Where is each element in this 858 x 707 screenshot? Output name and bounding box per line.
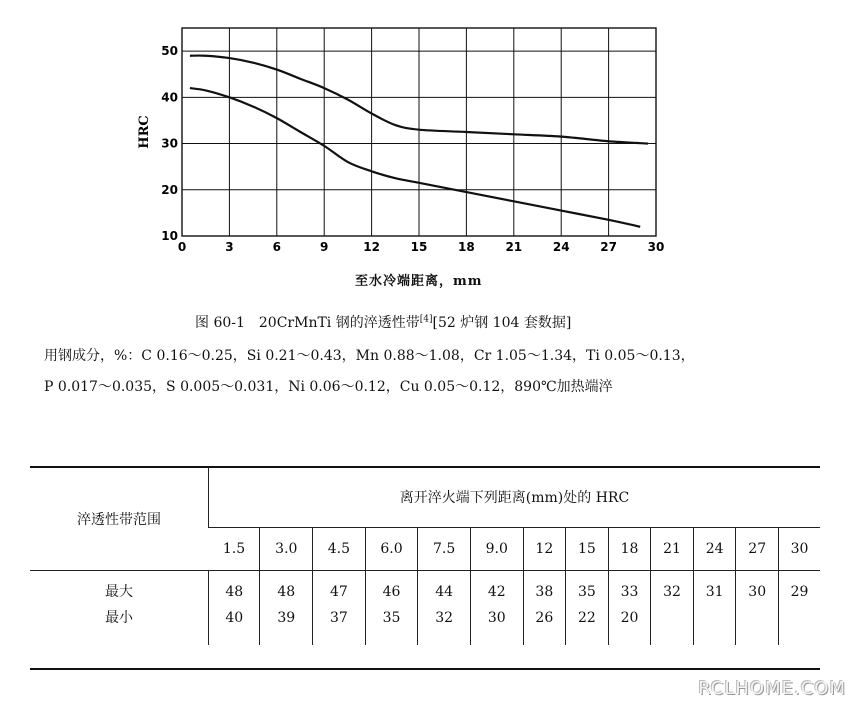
- max-value: 48: [225, 584, 244, 600]
- min-value: 22: [577, 610, 596, 626]
- distance-cell: 27: [736, 528, 779, 571]
- max-value: 44: [435, 584, 454, 600]
- min-value: 30: [487, 610, 506, 626]
- max-label: 最大: [105, 584, 133, 600]
- x-tick-label: 24: [552, 240, 570, 254]
- x-tick-label: 15: [410, 240, 428, 254]
- distance-cell: 30: [779, 528, 821, 571]
- y-tick-label: 40: [161, 90, 178, 105]
- min-value: 39: [277, 610, 296, 626]
- distance-cell: 6.0: [365, 528, 418, 571]
- max-value: 48: [277, 584, 296, 600]
- min-value: 20: [620, 610, 639, 626]
- x-tick-label: 6: [272, 240, 281, 254]
- x-tick-label: 27: [600, 240, 617, 254]
- distance-cell: 15: [566, 528, 609, 571]
- hardenability-table: [30, 467, 820, 645]
- composition-line-1: 用钢成分，%：C 0.16～0.25，Si 0.21～0.43，Mn 0.88～1.08，Cr 1.05～1.34，Ti 0.05～0.13，: [44, 348, 695, 364]
- min-value: 40: [225, 610, 244, 626]
- distance-cell: 1.5: [209, 528, 260, 571]
- value-cell: [470, 571, 523, 646]
- value-cell: [418, 571, 471, 646]
- x-tick-label: 18: [458, 240, 475, 254]
- min-value: 37: [329, 610, 348, 626]
- max-value: 29: [790, 584, 809, 600]
- x-tick-label: 30: [647, 240, 665, 254]
- composition-line-2: P 0.017～0.035，S 0.005～0.031，Ni 0.06～0.12，Cu 0.05～0.12，890℃加热端淬: [44, 379, 613, 395]
- caption-suffix: [52 炉钢 104 套数据]: [432, 315, 572, 331]
- table-group-header-row: [30, 467, 820, 528]
- max-value: 33: [620, 584, 639, 600]
- max-value: 30: [748, 584, 767, 600]
- x-tick-label: 0: [177, 240, 187, 254]
- distance-cell: 18: [608, 528, 651, 571]
- y-tick-label: 50: [161, 44, 178, 59]
- y-axis-label: HRC: [137, 115, 152, 149]
- value-cell: [779, 571, 821, 646]
- value-cell: [651, 571, 694, 646]
- caption-prefix: 图 60-1 20CrMnTi 钢的淬透性带: [195, 315, 420, 331]
- value-cell: [608, 571, 651, 646]
- max-value: 32: [663, 584, 681, 600]
- x-tick-label: 3: [225, 240, 234, 254]
- watermark: RCLHOME.COM: [698, 678, 846, 699]
- distance-cell: 9.0: [470, 528, 523, 571]
- x-tick-label: 9: [320, 240, 329, 254]
- group-header-cell: 离开淬火端下列距离(mm)处的 HRC: [209, 467, 821, 528]
- distance-cell: 24: [693, 528, 736, 571]
- values-row: [30, 571, 820, 646]
- distance-cell: 4.5: [313, 528, 366, 571]
- table-bottom-rule: [30, 668, 820, 670]
- max-value: 31: [705, 584, 724, 600]
- max-value: 35: [577, 584, 596, 600]
- value-cell: [313, 571, 366, 646]
- y-tick-label: 30: [161, 136, 178, 151]
- chart-svg: [130, 10, 690, 285]
- value-cell: [260, 571, 313, 646]
- min-value: 35: [382, 610, 401, 626]
- range-label-cell: [30, 571, 209, 646]
- x-tick-label: 12: [363, 240, 380, 254]
- y-tick-label: 10: [161, 229, 178, 243]
- value-cell: [523, 571, 566, 646]
- distance-cell: 7.5: [418, 528, 471, 571]
- figure-caption: [195, 312, 571, 332]
- min-value: 26: [535, 610, 554, 626]
- max-value: 46: [382, 584, 401, 600]
- value-cell: [736, 571, 779, 646]
- min-label: 最小: [105, 610, 133, 626]
- distance-cell: 3.0: [260, 528, 313, 571]
- value-cell: [365, 571, 418, 646]
- value-cell: [693, 571, 736, 646]
- min-hardness-curve: [190, 88, 640, 227]
- y-tick-label: 20: [161, 182, 178, 197]
- value-cell: [209, 571, 260, 646]
- value-cell: [566, 571, 609, 646]
- distance-cell: 12: [523, 528, 566, 571]
- min-value: 32: [435, 610, 454, 626]
- x-axis-label: 至水冷端距离，mm: [355, 274, 483, 289]
- max-value: 47: [329, 584, 348, 600]
- max-value: 38: [535, 584, 554, 600]
- max-value: 42: [487, 584, 506, 600]
- distance-cell: 21: [651, 528, 694, 571]
- x-tick-label: 21: [505, 240, 523, 254]
- row-header-cell: 淬透性带范围: [30, 467, 209, 571]
- hardenability-chart: [130, 10, 690, 285]
- caption-ref: [4]: [419, 314, 433, 325]
